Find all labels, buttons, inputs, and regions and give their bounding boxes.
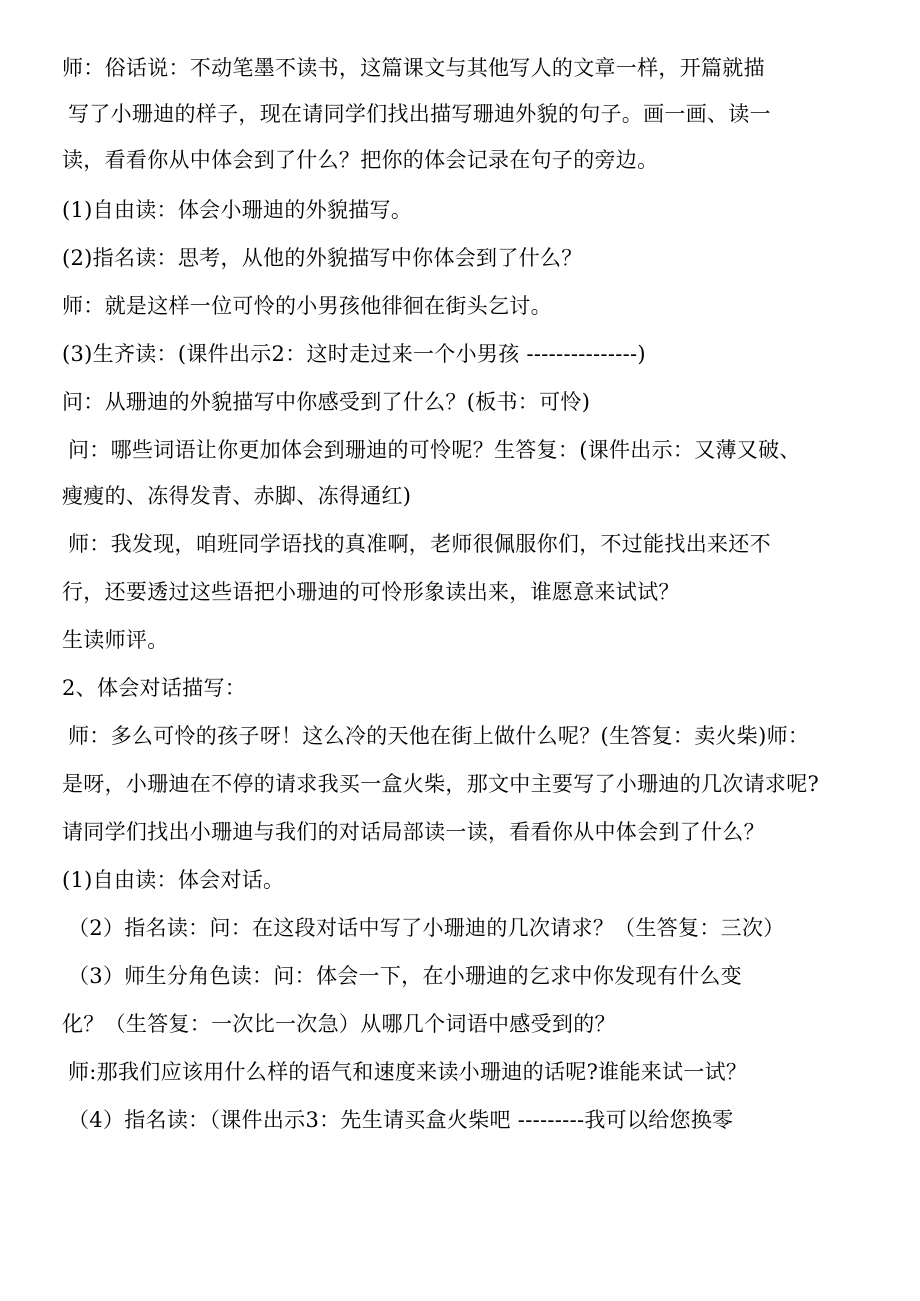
text-line: 问：哪些词语让你更加体会到珊迪的可怜呢？生答复：(课件出示：又薄又破、 [68, 438, 801, 462]
text-line: （2）指名读：问：在这段对话中写了小珊迪的几次请求？（生答复：三次） [68, 916, 785, 940]
text-line: 问：从珊迪的外貌描写中你感受到了什么？(板书：可怜) [62, 390, 591, 414]
text-line: (1)自由读：体会对话。 [62, 868, 285, 892]
text-line: 师：多么可怜的孩子呀！这么冷的天他在街上做什么呢？(生答复：卖火柴)师： [68, 724, 810, 748]
text-line: （3）师生分角色读：问：体会一下，在小珊迪的乞求中你发现有什么变 [68, 964, 742, 988]
section-heading: 2、体会对话描写： [62, 676, 247, 700]
text-line: 生读师评。 [62, 628, 169, 652]
text-line: 师:那我们应该用什么样的语气和速度来读小珊迪的话呢?谁能来试一试？ [68, 1060, 748, 1084]
text-line: 行，还要透过这些语把小珊迪的可怜形象读出来，谁愿意来试试？ [62, 580, 680, 604]
text-line: 是呀，小珊迪在不停的请求我买一盒火柴，那文中主要写了小珊迪的几次请求呢? [62, 772, 820, 796]
text-line: 化？（生答复：一次比一次急）从哪几个词语中感受到的？ [62, 1012, 616, 1036]
text-line: 师：俗话说：不动笔墨不读书，这篇课文与其他写人的文章一样，开篇就描 [62, 56, 765, 80]
text-line: （4）指名读：（课件出示3：先生请买盒火柴吧 ---------我可以给您换零 [68, 1108, 734, 1132]
text-line: 读，看看你从中体会到了什么？把你的体会记录在句子的旁边。 [62, 148, 659, 172]
text-line: (2)指名读：思考，从他的外貌描写中你体会到了什么？ [62, 246, 583, 270]
text-line: (3)生齐读：(课件出示2：这时走过来一个小男孩 ---------------) [62, 342, 646, 366]
text-line: 请同学们找出小珊迪与我们的对话局部读一读，看看你从中体会到了什么？ [62, 820, 765, 844]
text-line: 师：就是这样一位可怜的小男孩他徘徊在街头乞讨。 [62, 294, 552, 318]
text-line: (1)自由读：体会小珊迪的外貌描写。 [62, 198, 413, 222]
text-line: 瘦瘦的、冻得发青、赤脚、冻得通红) [62, 484, 412, 508]
text-line: 写了小珊迪的样子，现在请同学们找出描写珊迪外貌的句子。画一画、读一 [68, 102, 771, 126]
text-line: 师：我发现，咱班同学语找的真准啊，老师很佩服你们，不过能找出来还不 [68, 532, 771, 556]
